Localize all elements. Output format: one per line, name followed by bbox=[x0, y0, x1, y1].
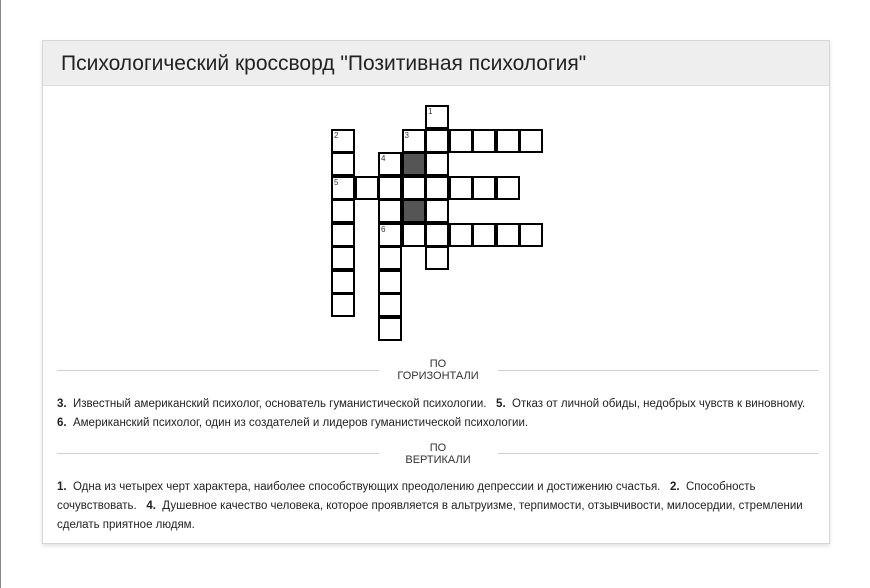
down-heading-line2: ВЕРТИКАЛИ bbox=[405, 454, 471, 466]
crossword-cell[interactable] bbox=[519, 129, 543, 153]
down-heading bbox=[378, 442, 498, 466]
crossword-cell[interactable] bbox=[425, 246, 449, 270]
crossword-cell[interactable] bbox=[378, 223, 402, 247]
crossword-cell[interactable] bbox=[331, 176, 355, 200]
crossword-blocked-cell bbox=[402, 152, 426, 176]
clue-down-1: 1. Одна из четырех черт характера, наиболее способствующих преодолению депрессии и достижению счастья. bbox=[57, 481, 661, 493]
crossword-cell[interactable] bbox=[331, 293, 355, 317]
crossword-cell[interactable] bbox=[472, 223, 496, 247]
down-heading-line1: ПО bbox=[429, 442, 447, 454]
crossword-cell[interactable] bbox=[378, 317, 402, 341]
across-divider-left bbox=[57, 370, 379, 371]
crossword-cell[interactable] bbox=[425, 129, 449, 153]
crossword-blocked-cell bbox=[402, 199, 426, 223]
across-heading-line2: ГОРИЗОНТАЛИ bbox=[397, 370, 479, 382]
crossword-cell[interactable] bbox=[425, 223, 449, 247]
crossword-cell[interactable] bbox=[378, 176, 402, 200]
crossword-cell[interactable] bbox=[449, 223, 473, 247]
crossword-cell[interactable] bbox=[355, 176, 379, 200]
down-divider-left bbox=[57, 453, 379, 454]
crossword-cell[interactable] bbox=[472, 129, 496, 153]
crossword-cell[interactable] bbox=[331, 152, 355, 176]
clue-across-5: 5. Отказ от личной обиды, недобрых чувств к виновному. bbox=[496, 398, 806, 410]
crossword-cell[interactable] bbox=[425, 152, 449, 176]
clue-across-3: 3. Известный американский психолог, основатель гуманистической психологии. bbox=[57, 398, 487, 410]
crossword-cell[interactable] bbox=[425, 176, 449, 200]
cell-number: 1 bbox=[428, 107, 433, 116]
crossword-cell[interactable] bbox=[378, 270, 402, 294]
crossword-card bbox=[42, 40, 830, 544]
clue-across-6: 6. Американский психолог, один из создателей и лидеров гуманистической психологии. bbox=[57, 417, 529, 429]
crossword-cell[interactable] bbox=[425, 105, 449, 129]
crossword-cell[interactable] bbox=[331, 246, 355, 270]
crossword-cell[interactable] bbox=[402, 223, 426, 247]
across-divider-right bbox=[498, 370, 818, 371]
crossword-cell[interactable] bbox=[331, 223, 355, 247]
down-clues bbox=[57, 478, 817, 535]
crossword-cell[interactable] bbox=[331, 199, 355, 223]
down-divider-right bbox=[498, 453, 818, 454]
cell-number: 6 bbox=[381, 224, 386, 234]
crossword-cell[interactable] bbox=[378, 152, 402, 176]
crossword-cell[interactable] bbox=[425, 199, 449, 223]
crossword-cell[interactable] bbox=[496, 129, 520, 153]
cell-number: 2 bbox=[334, 130, 339, 140]
crossword-cell[interactable] bbox=[496, 176, 520, 200]
page-title: Психологический кроссворд "Позитивная психология" bbox=[61, 52, 587, 75]
crossword-cell[interactable] bbox=[472, 176, 496, 200]
crossword-cell[interactable] bbox=[449, 176, 473, 200]
crossword-cell[interactable] bbox=[402, 176, 426, 200]
crossword-cell[interactable] bbox=[331, 129, 355, 153]
cell-number: 5 bbox=[334, 177, 339, 187]
clue-down-4: 4. Душевное качество человека, которое проявляется в альтруизме, терпимости, отзывчивости, милосердии, стремлении сделать приятное людям. bbox=[57, 500, 803, 531]
cell-number: 4 bbox=[381, 154, 386, 163]
crossword-cell[interactable] bbox=[378, 246, 402, 270]
across-heading bbox=[378, 358, 498, 382]
crossword-cell[interactable] bbox=[331, 270, 355, 294]
card-header bbox=[43, 41, 829, 86]
crossword-cell[interactable] bbox=[519, 223, 543, 247]
clue-down-2: 2. Способность сочувствовать. bbox=[57, 481, 756, 512]
across-heading-line1: ПО bbox=[429, 358, 447, 370]
crossword-cell[interactable] bbox=[449, 129, 473, 153]
cell-number: 3 bbox=[404, 130, 409, 140]
crossword-cell[interactable] bbox=[378, 293, 402, 317]
across-clues bbox=[57, 395, 817, 433]
crossword-cell[interactable] bbox=[378, 199, 402, 223]
crossword-cell[interactable] bbox=[402, 129, 426, 153]
crossword-cell[interactable] bbox=[496, 223, 520, 247]
window-edge bbox=[0, 0, 1, 588]
